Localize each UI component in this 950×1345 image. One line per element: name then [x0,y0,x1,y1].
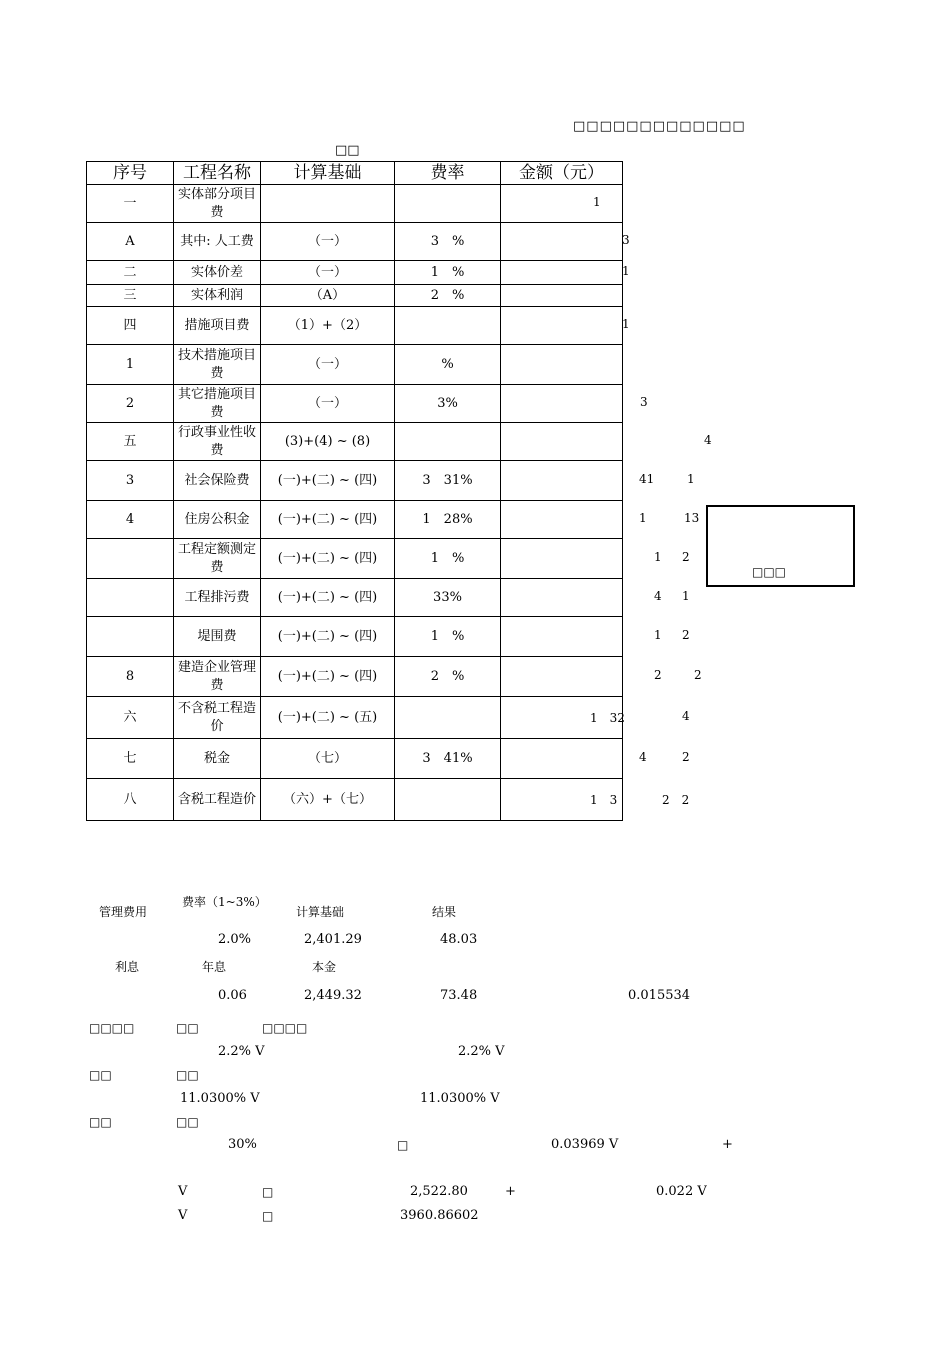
row-no: 1 [87,345,174,385]
row-no: A [87,223,174,261]
row-no: 六 [87,697,174,739]
plus-1: + [722,1137,733,1152]
table-row [87,657,623,697]
row-name: 其它措施项目费 [174,385,261,423]
header-rate: 费率 [395,162,501,185]
side-box [706,505,855,587]
row-name: 工程定额测定费 [174,539,261,579]
amount-part: 41 [639,472,655,486]
row-no: 三 [87,285,174,307]
row-name: 实体利润 [174,285,261,307]
principal-header: 本金 [312,960,337,974]
row-base: （一） [261,261,395,285]
mgmt-rate: 2.0% [218,932,252,947]
row-rate: 3 % [395,223,501,261]
row-no [87,539,174,579]
pct-30: 30% [228,1137,257,1152]
document-subtitle: □□ [335,143,360,158]
row-name: 税金 [174,739,261,779]
row-no [87,579,174,617]
table-row [87,423,623,461]
v-letter-2: V [178,1208,188,1223]
row-amount [501,501,623,539]
v-11-03-a: 11.0300% V [180,1091,260,1106]
box-char-3: □ [262,1209,274,1223]
row-rate: 33% [395,579,501,617]
table-row [87,779,623,821]
row-base: (一)+(二) ~ (四) [261,579,395,617]
amount-part: 1 [682,589,690,603]
row-no: 4 [87,501,174,539]
result-header: 结果 [432,905,457,919]
row-rate: 3 31% [395,461,501,501]
mgmt-base: 2,401.29 [304,932,362,947]
row-no: 3 [87,461,174,501]
amount-part: 13 [684,511,700,525]
amount-part: 2 [682,550,690,564]
row-rate: 2 % [395,657,501,697]
row-name: 实体价差 [174,261,261,285]
box-char-1: □ [397,1138,409,1152]
amount-part: 3 [640,395,648,409]
row-no: 八 [87,779,174,821]
row-amount [501,285,623,307]
v-letter-1: V [178,1184,188,1199]
line3-label-b: □□ [176,1021,199,1035]
row-name: 堤围费 [174,617,261,657]
amount-part: 1 [654,628,662,642]
document-title: □□□□□□□□□□□□□ [573,119,746,134]
plus-2: + [505,1184,516,1199]
row-amount [501,461,623,501]
row-rate [395,307,501,345]
table-row [87,501,623,539]
row-name: 含税工程造价 [174,779,261,821]
row-name: 不含税工程造价 [174,697,261,739]
amount-part: 1 32 [590,711,625,725]
mgmt-result: 48.03 [440,932,478,947]
row-name: 其中: 人工费 [174,223,261,261]
row-base: (一)+(二) ~ (四) [261,461,395,501]
row-amount [501,345,623,385]
header-base: 计算基础 [261,162,395,185]
row-name: 措施项目费 [174,307,261,345]
row-no [87,617,174,657]
header-no: 序号 [87,162,174,185]
row-rate: 1 % [395,539,501,579]
row-amount [501,385,623,423]
row-base: (一)+(二) ~ (四) [261,539,395,579]
row-no: 一 [87,185,174,223]
row-name: 实体部分项目费 [174,185,261,223]
line4-label-a: □□ [89,1068,112,1082]
interest-rate: 0.06 [218,988,247,1003]
row-rate [395,185,501,223]
amount-part: 4 [654,589,662,603]
row-name: 工程排污费 [174,579,261,617]
box-char-2: □ [262,1185,274,1199]
row-rate: 1 % [395,617,501,657]
amount-part: 2 [694,668,702,682]
row-rate: 1 28% [395,501,501,539]
row-rate [395,423,501,461]
row-rate: % [395,345,501,385]
row-amount [501,739,623,779]
row-rate [395,697,501,739]
amount-part: 4 [639,750,647,764]
header-amount: 金额（元） [501,162,623,185]
table-row [87,285,623,307]
interest-extra: 0.015534 [628,988,691,1003]
row-no: 四 [87,307,174,345]
interest-label: 利息 [115,960,140,974]
row-no: 2 [87,385,174,423]
row-base: (一)+(二) ~ (五) [261,697,395,739]
table-row [87,307,623,345]
line4-label-b: □□ [176,1068,199,1082]
header-name: 工程名称 [174,162,261,185]
row-rate: 2 % [395,285,501,307]
side-box-label: □□□ [752,565,787,579]
table-row [87,461,623,501]
row-base: （六）+（七） [261,779,395,821]
mgmt-label: 管理费用 [99,905,148,919]
table-row [87,539,623,579]
row-amount [501,617,623,657]
amount-part: 2 2 [662,793,690,807]
row-no: 七 [87,739,174,779]
base-header: 计算基础 [296,905,345,919]
row-amount [501,185,623,223]
row-name: 社会保险费 [174,461,261,501]
amount-part: 1 [654,550,662,564]
amount-part: 1 [687,472,695,486]
table-header-row [87,162,623,185]
row-base: (一)+(二) ~ (四) [261,657,395,697]
v-2-2-b: 2.2% V [458,1044,505,1059]
amount-part: 2 [682,750,690,764]
row-amount [501,539,623,579]
v-2-2-a: 2.2% V [218,1044,265,1059]
row-amount [501,423,623,461]
row-name: 行政事业性收费 [174,423,261,461]
row-base: (3)+(4) ~ (8) [261,423,395,461]
row-base: (一)+(二) ~ (四) [261,501,395,539]
row-no: 8 [87,657,174,697]
amount-part: 1 [622,317,630,331]
row-rate: 3 41% [395,739,501,779]
table-row [87,697,623,739]
row-base: （七） [261,739,395,779]
line5-label-a: □□ [89,1115,112,1129]
line3-label-c: □□□□ [262,1021,308,1035]
table-row [87,579,623,617]
table-row [87,185,623,223]
row-no: 二 [87,261,174,285]
row-base: (一)+(二) ~ (四) [261,617,395,657]
row-base: （A） [261,285,395,307]
row-amount [501,223,623,261]
amount-part: 1 [639,511,647,525]
row-rate [395,779,501,821]
row-amount [501,261,623,285]
amount-part: 2 [682,628,690,642]
v-0-022: 0.022 V [656,1184,707,1199]
row-base: （一） [261,345,395,385]
row-amount [501,657,623,697]
table-row [87,739,623,779]
table-row [87,261,623,285]
value-3960: 3960.86602 [400,1208,479,1223]
v-0-03969: 0.03969 V [551,1137,619,1152]
row-amount [501,579,623,617]
row-no: 五 [87,423,174,461]
table-row [87,617,623,657]
rate-header: 费率（1~3%） [182,895,267,909]
table-row [87,345,623,385]
row-base: （一） [261,385,395,423]
row-name: 建造企业管理费 [174,657,261,697]
amount-part: 4 [704,433,712,447]
v-11-03-b: 11.0300% V [420,1091,500,1106]
amount-part: 1 [593,195,601,209]
table-row [87,385,623,423]
row-base [261,185,395,223]
amount-part: 3 [622,233,630,247]
cost-table [86,161,623,821]
row-name: 住房公积金 [174,501,261,539]
table-row [87,223,623,261]
annual-header: 年息 [202,960,227,974]
row-rate: 1 % [395,261,501,285]
line3-label-a: □□□□ [89,1021,135,1035]
line5-label-b: □□ [176,1115,199,1129]
row-base: （1）+（2） [261,307,395,345]
row-amount [501,307,623,345]
interest-result: 73.48 [440,988,478,1003]
row-name: 技术措施项目费 [174,345,261,385]
value-2522: 2,522.80 [410,1184,468,1199]
amount-part: 2 [654,668,662,682]
interest-base: 2,449.32 [304,988,362,1003]
amount-part: 1 [622,264,630,278]
amount-part: 1 3 [590,793,618,807]
row-base: （一） [261,223,395,261]
row-rate: 3% [395,385,501,423]
amount-part: 4 [682,709,690,723]
